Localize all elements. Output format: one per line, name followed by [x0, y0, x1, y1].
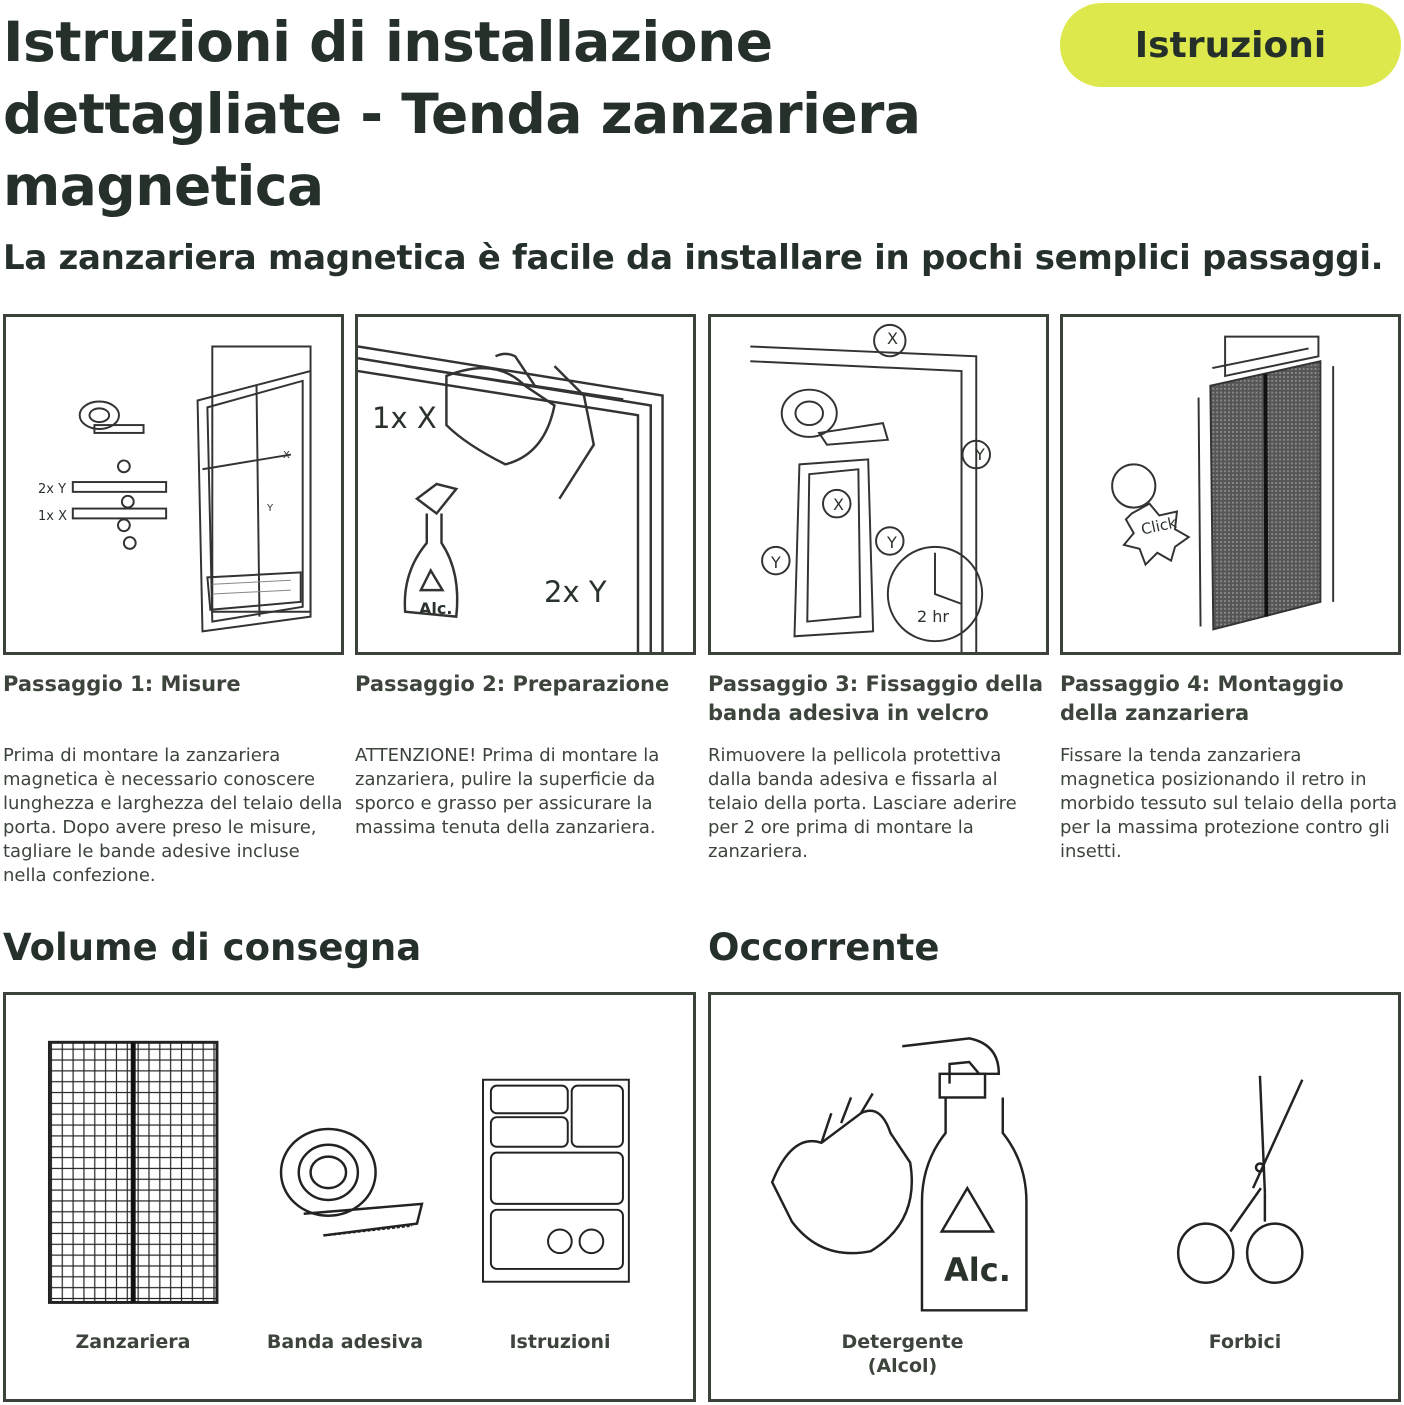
step-4-click-label: Click	[1139, 513, 1179, 539]
step-2-illustration	[355, 314, 696, 655]
step-3-y-door: Y	[887, 533, 897, 552]
tape-roll-icon	[281, 1129, 422, 1235]
delivery-title: Volume di consegna	[3, 926, 422, 969]
step-3-text: Rimuovere la pellicola protettiva dalla banda adesiva e fissarla al telaio della porta. Lasciare aderire per 2 ore prima di montare la zanzariera.	[708, 745, 1017, 862]
step-3-illustration	[708, 314, 1049, 655]
step-1-x-label: X	[283, 450, 290, 461]
step-1-title: Passaggio 1: Misure	[3, 672, 241, 696]
step-2-bottle-label: Alc.	[419, 599, 453, 618]
delivery-item-tape: Banda adesiva	[266, 1331, 424, 1353]
net-curtain-icon	[49, 1042, 217, 1302]
step-3-time: 2 hr	[917, 607, 949, 626]
step-3-title: Passaggio 3: Fissaggio della banda adesiva in velcro	[708, 672, 1044, 725]
instruction-sheet-icon	[483, 1080, 629, 1282]
step-1-text: Prima di montare la zanzariera magnetica è necessario conoscere lunghezza e larghezza del telaio della porta. Dopo avere preso le misure, tagliare le bande adesive incluse nella confezione.	[3, 745, 343, 886]
scissors-icon	[1178, 1076, 1302, 1283]
step-1-y-count: 2x Y	[38, 482, 67, 497]
step-1-y-label: Y	[267, 503, 274, 514]
required-title: Occorrente	[708, 926, 940, 969]
page-title: Istruzioni di installazione dettagliate - Tenda zanzariera magnetica	[3, 10, 921, 218]
page-subtitle: La zanzariera magnetica è facile da installare in pochi semplici passaggi.	[3, 238, 1384, 278]
mounting-icon	[1063, 317, 1398, 652]
step-4-title: Passaggio 4: Montaggio della zanzariera	[1060, 672, 1344, 725]
instructions-badge: Istruzioni	[1060, 3, 1401, 87]
step-2-y-count: 2x Y	[544, 575, 607, 609]
cleaning-icon	[358, 317, 693, 652]
detergent-sublabel: (Alcol)	[867, 1355, 938, 1377]
detergent-label: Detergente	[841, 1331, 964, 1353]
required-bottle-label: Alc.	[944, 1251, 1011, 1289]
step-3-x-door: X	[833, 495, 844, 514]
required-item-scissors: Forbici	[1208, 1331, 1282, 1353]
step-2-text: ATTENZIONE! Prima di montare la zanzariera, pulire la superficie da sporco e grasso per assicurare la massima tenuta della zanzariera.	[355, 745, 660, 838]
delivery-item-net: Zanzariera	[75, 1331, 191, 1353]
delivery-item-instructions: Istruzioni	[509, 1331, 611, 1353]
step-1-illustration	[3, 314, 344, 655]
step-3-y-right: Y	[975, 445, 985, 464]
step-2-title: Passaggio 2: Preparazione	[355, 672, 670, 696]
step-3-x-top: X	[887, 329, 898, 348]
step-4-text: Fissare la tenda zanzariera magnetica posizionando il retro in morbido tessuto sul telaio della porta per la massima protezione contro gli insetti.	[1060, 745, 1398, 862]
step-2-x-count: 1x X	[372, 401, 437, 435]
step-1-x-count: 1x X	[38, 509, 68, 524]
step-3-y-left: Y	[771, 553, 781, 572]
required-item-detergent	[810, 1330, 995, 1378]
tape-fixing-icon	[711, 317, 1046, 652]
step-4-illustration	[1060, 314, 1401, 655]
